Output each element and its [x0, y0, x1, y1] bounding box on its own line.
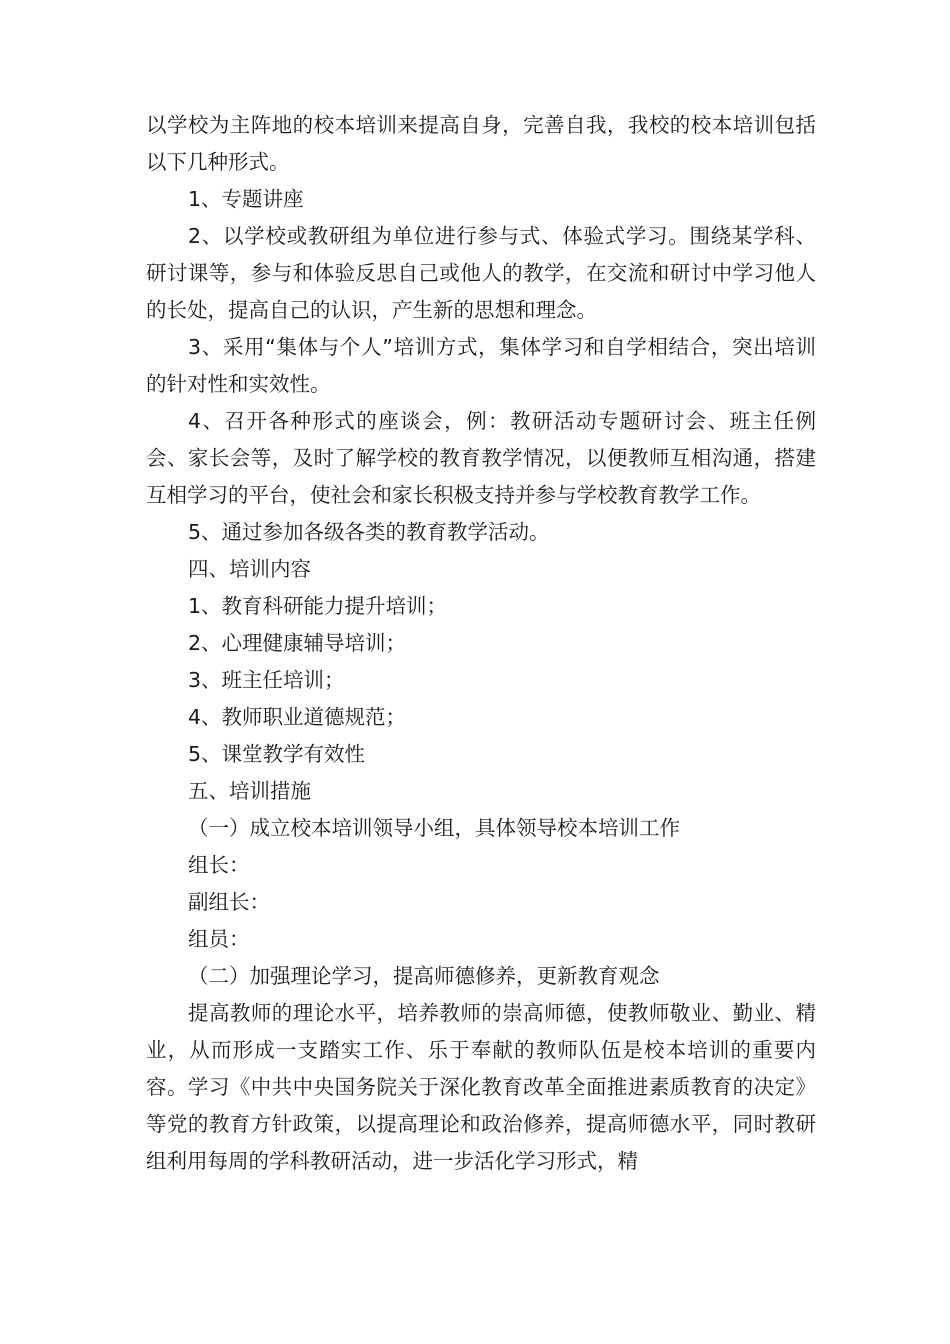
paragraph-form-5: 5、通过参加各级各类的教育教学活动。 — [188, 520, 550, 544]
subheading-leadership-group: （一）成立校本培训领导小组，具体领导校本培训工作 — [188, 816, 681, 840]
list-item-content-2: 2、心理健康辅导培训； — [188, 631, 407, 655]
field-group-members: 组员： — [188, 927, 250, 951]
paragraph-form-2: 2、以学校或教研组为单位进行参与式、体验式学习。围绕某学科、研讨课等，参与和体验反思自己或他人的教学，在交流和研讨中学习他人的长处，提高自己的认识，产生新的思想和理念。 — [146, 224, 816, 322]
section-heading-training-measures: 五、培训措施 — [188, 779, 312, 803]
field-group-leader: 组长： — [188, 853, 250, 877]
document-body — [146, 107, 816, 1180]
paragraph-theory-study: 提高教师的理论水平，培养教师的崇高师德，使教师敬业、勤业、精业，从而形成一支踏实工作、乐于奉献的教师队伍是校本培训的重要内容。学习《中共中央国务院关于深化教育改革全面推进素质教育的决定》等党的教育方针政策，以提高理论和政治修养，提高师德水平，同时教研组利用每周的学科教研活动，进一步活化学习形式，精 — [146, 1001, 816, 1173]
subheading-theory-study: （二）加强理论学习，提高师德修养，更新教育观念 — [188, 964, 660, 988]
list-item-content-5: 5、课堂教学有效性 — [188, 742, 366, 766]
paragraph-form-4: 4、召开各种形式的座谈会，例：教研活动专题研讨会、班主任例会、家长会等，及时了解学校的教育教学情况，以便教师互相沟通，搭建互相学习的平台，使社会和家长积极支持并参与学校教育教学工作。 — [146, 409, 816, 507]
list-item-content-3: 3、班主任培训； — [188, 668, 345, 692]
list-item-content-1: 1、教育科研能力提升培训； — [188, 594, 448, 618]
paragraph-form-1: 1、专题讲座 — [188, 187, 304, 211]
paragraph-intro: 以学校为主阵地的校本培训来提高自身，完善自我，我校的校本培训包括以下几种形式。 — [146, 113, 816, 174]
section-heading-training-content: 四、培训内容 — [188, 557, 312, 581]
list-item-content-4: 4、教师职业道德规范； — [188, 705, 407, 729]
paragraph-form-3: 3、采用“集体与个人”培训方式，集体学习和自学相结合，突出培训的针对性和实效性。 — [146, 335, 816, 396]
field-deputy-leader: 副组长： — [188, 890, 271, 914]
